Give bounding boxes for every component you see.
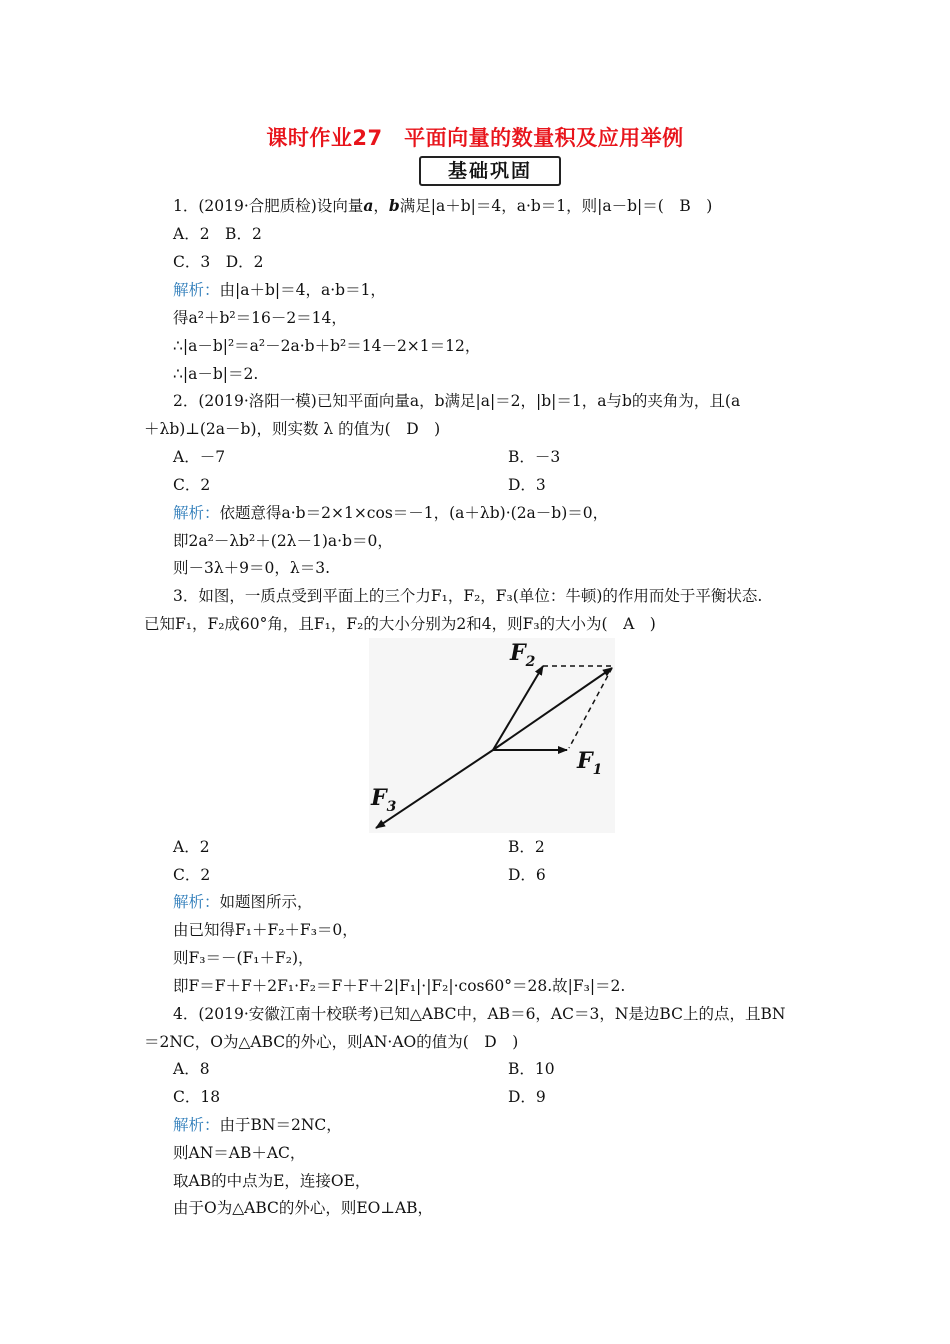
q4-solution-3: 取AB的中点为E，连接OE，	[173, 1172, 371, 1190]
q3-solution-1	[173, 892, 313, 912]
q3-option-d: D．6	[508, 866, 546, 884]
q2-option-b: B．－3	[508, 448, 561, 466]
q3-solution-3: 则F₃＝－(F₁＋F₂)，	[173, 949, 314, 967]
q4-solution-4: 由于O为△ABC的外心，则EO⊥AB，	[173, 1199, 434, 1217]
q1-solution-1	[173, 280, 386, 300]
q2-solution-1	[173, 503, 608, 523]
q2-option-d: D．3	[508, 476, 546, 494]
q1-solution-3: ∴|a－b|²＝a²－2a·b＋b²＝14－2×1＝12，	[173, 337, 481, 355]
q2-solution-3: 则－3λ＋9＝0，λ＝3.	[173, 559, 331, 577]
q3-option-c: C．2	[173, 866, 211, 884]
q4-stem-line1: 4．(2019·安徽江南十校联考)已知△ABC中，AB＝6，AC＝3，N是边BC上的点，且BN	[173, 1005, 786, 1023]
q3-stem-line1: 3．如图，一质点受到平面上的三个力F₁，F₂，F₃(单位：牛顿)的作用而处于平衡状态.	[173, 587, 763, 605]
q1-stem-condition: 满足|a＋b|＝4，a·b＝1，则|a－b|＝( B )	[399, 197, 713, 215]
q4-solution-2: 则AN＝AB＋AC，	[173, 1144, 306, 1162]
q2-option-a: A．－7	[173, 448, 226, 466]
q1-stem-sep: ，	[373, 197, 389, 215]
q3-option-a: A．2	[173, 838, 210, 856]
q2-stem-line2: ＋λb)⊥(2a－b)，则实数 λ 的值为( D )	[144, 420, 441, 438]
q3-solution-1-text: 如题图所示，	[219, 893, 313, 911]
q2-solution-1-text: 依题意得a·b＝2×1×cos＝－1，(a＋λb)·(2a－b)＝0，	[219, 504, 609, 522]
page-title: 课时作业27 平面向量的数量积及应用举例	[266, 126, 684, 150]
q4-solution-label: 解析：	[173, 1116, 220, 1134]
q3-stem-line2: 已知F₁，F₂成60°角，且F₁，F₂的大小分别为2和4，则F₃的大小为( A )	[144, 615, 656, 633]
q3-solution-2: 由已知得F₁＋F₂＋F₃＝0，	[173, 921, 358, 939]
q3-solution-label: 解析：	[173, 893, 220, 911]
q3-option-b: B．2	[508, 838, 545, 856]
f2-label: $F_2$	[510, 640, 536, 670]
f1-label: $F_1$	[577, 748, 603, 778]
q1-stem-pre: 1．(2019·合肥质检)设向量	[173, 197, 364, 215]
q4-option-c: C．18	[173, 1088, 221, 1106]
section-badge-label: 基础巩固	[419, 156, 561, 186]
q4-option-b: B．10	[508, 1060, 555, 1078]
q3-solution-4: 即F＝F＋F＋2F₁·F₂＝F＋F＋2|F₁|·|F₂|·cos60°＝28.故|F₃|＝2.	[173, 977, 626, 995]
q2-solution-2: 即2a²－λb²＋(2λ－1)a·b＝0，	[173, 532, 393, 550]
q1-options-ab: A．2 B．2	[173, 225, 262, 243]
q4-option-d: D．9	[508, 1088, 546, 1106]
figure-background	[369, 638, 615, 833]
q1-solution-2: 得a²＋b²＝16－2＝14，	[173, 309, 347, 327]
q1-stem-vector-b: b	[388, 196, 400, 215]
q1-options-cd: C．3 D．2	[173, 253, 264, 271]
q1-stem-vector-a: a	[363, 196, 374, 215]
q4-solution-1-text: 由于BN＝2NC，	[219, 1116, 342, 1134]
q4-option-a: A．8	[173, 1060, 210, 1078]
q4-stem-line2: ＝2NC，O为△ABC的外心，则AN·AO的值为( D )	[144, 1033, 519, 1051]
q2-solution-label: 解析：	[173, 504, 220, 522]
f3-label: $F_3$	[371, 785, 397, 815]
q1-solution-1-text: 由|a＋b|＝4，a·b＝1，	[219, 281, 386, 299]
section-badge	[419, 156, 564, 188]
q1-solution-4: ∴|a－b|＝2.	[173, 365, 259, 383]
q2-stem-line1: 2．(2019·洛阳一模)已知平面向量a，b满足|a|＝2，|b|＝1，a与b的夹角为，且(a	[173, 392, 741, 410]
force-diagram	[369, 638, 615, 833]
q1-solution-label: 解析：	[173, 281, 220, 299]
q2-option-c: C．2	[173, 476, 211, 494]
q1-stem	[173, 196, 712, 216]
q4-solution-1	[173, 1115, 342, 1135]
